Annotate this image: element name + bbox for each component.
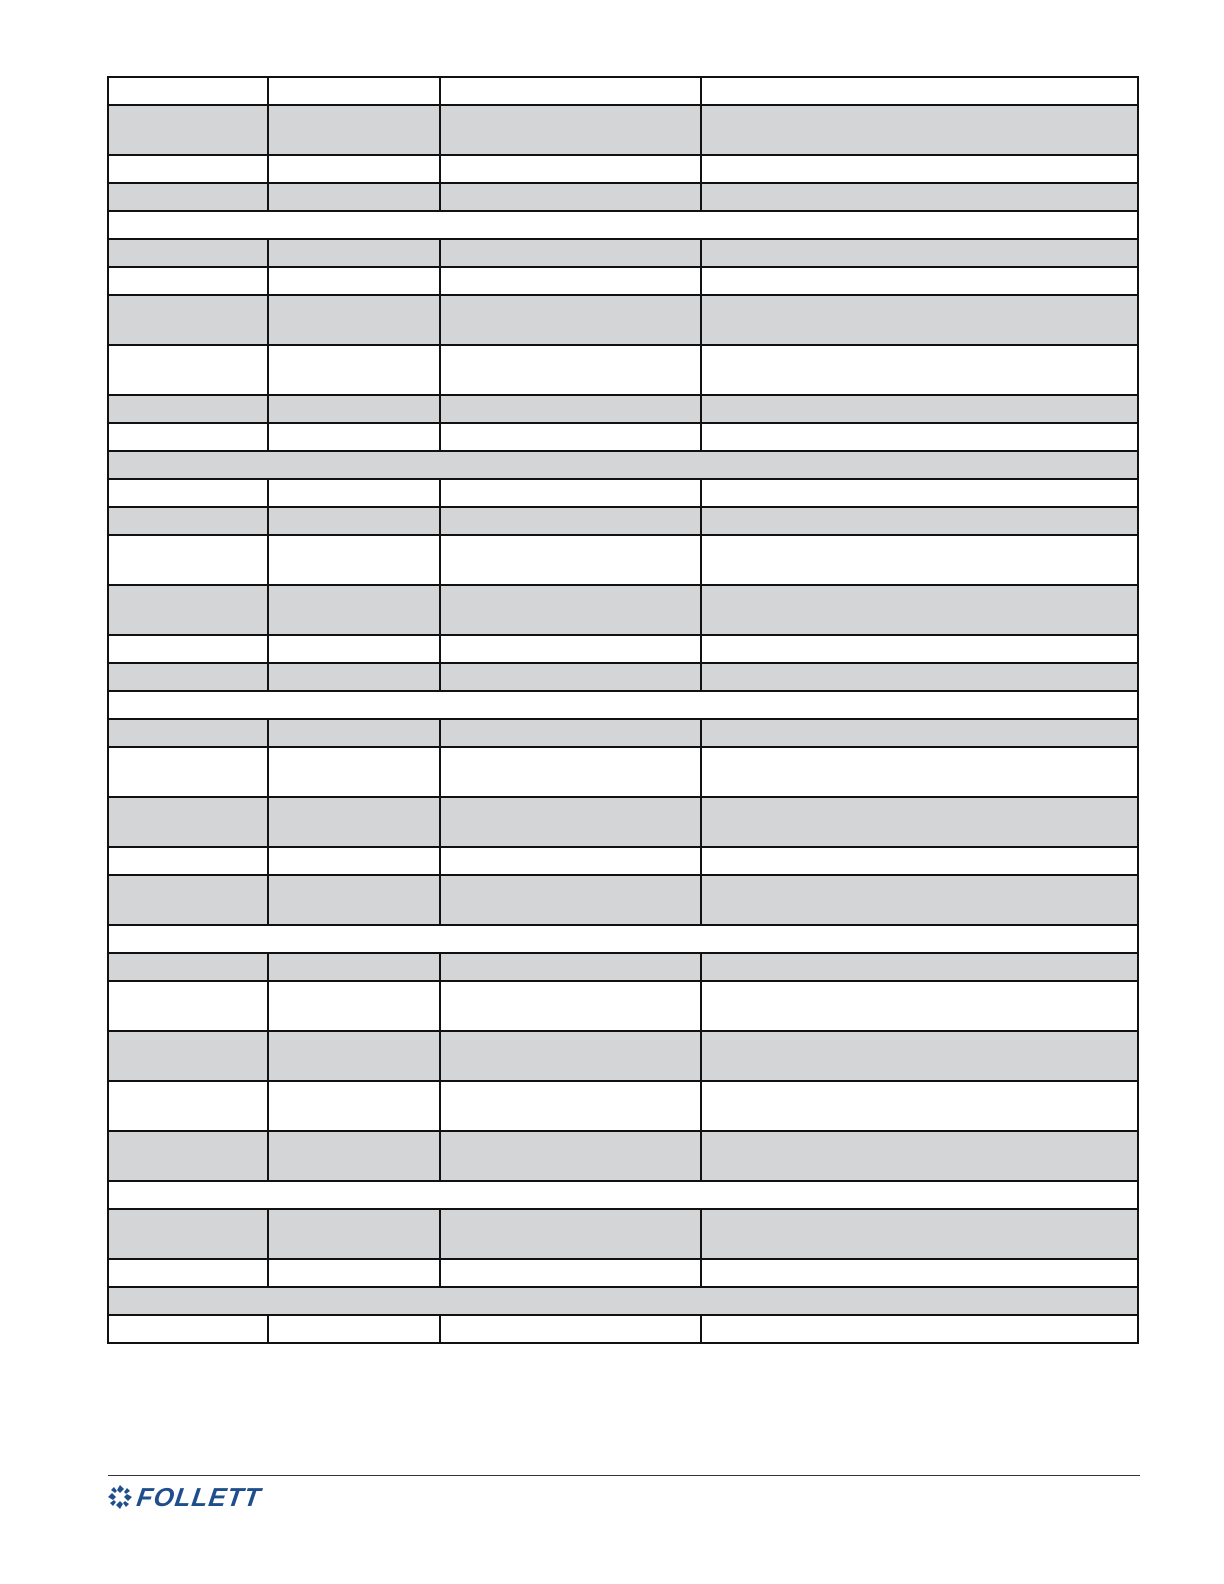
table-row <box>108 663 1138 691</box>
section-row <box>108 1181 1138 1209</box>
section-cell <box>108 691 1138 719</box>
table-cell <box>440 747 701 797</box>
table-cell <box>108 875 268 925</box>
section-row <box>108 925 1138 953</box>
table-cell <box>268 1209 440 1259</box>
table-cell <box>701 797 1138 847</box>
table-cell <box>108 267 268 295</box>
table-cell <box>440 875 701 925</box>
section-cell <box>108 211 1138 239</box>
table-cell <box>268 479 440 507</box>
table-cell <box>701 1259 1138 1287</box>
table-cell <box>108 183 268 211</box>
table-row <box>108 1131 1138 1181</box>
table-row <box>108 1081 1138 1131</box>
table-cell <box>440 1081 701 1131</box>
table-row <box>108 423 1138 451</box>
table-cell <box>108 239 268 267</box>
table-cell <box>440 423 701 451</box>
table-cell <box>268 239 440 267</box>
table-row <box>108 981 1138 1031</box>
table-cell <box>701 1031 1138 1081</box>
section-cell <box>108 451 1138 479</box>
table-cell <box>701 953 1138 981</box>
table-cell <box>440 1031 701 1081</box>
table-cell <box>440 1315 701 1343</box>
table-cell <box>108 507 268 535</box>
table-cell <box>108 981 268 1031</box>
table-cell <box>108 345 268 395</box>
table-row <box>108 585 1138 635</box>
table-cell <box>440 183 701 211</box>
table-cell <box>108 395 268 423</box>
table-cell <box>268 1259 440 1287</box>
footer-divider <box>108 1475 1140 1476</box>
table-cell <box>701 395 1138 423</box>
table-cell <box>108 479 268 507</box>
table-cell <box>701 507 1138 535</box>
table-cell <box>268 507 440 535</box>
follett-mark-icon <box>107 1484 133 1510</box>
table-cell <box>440 507 701 535</box>
table-row <box>108 395 1138 423</box>
table-cell <box>701 1131 1138 1181</box>
table-cell <box>268 635 440 663</box>
table-cell <box>108 423 268 451</box>
table-cell <box>268 267 440 295</box>
table-cell <box>108 77 268 105</box>
section-row <box>108 451 1138 479</box>
table-row <box>108 1315 1138 1343</box>
table-row <box>108 295 1138 345</box>
section-row <box>108 691 1138 719</box>
table-cell <box>268 847 440 875</box>
table-cell <box>108 797 268 847</box>
section-cell <box>108 925 1138 953</box>
table-cell <box>440 105 701 155</box>
table-cell <box>701 719 1138 747</box>
table-cell <box>440 239 701 267</box>
table-cell <box>268 875 440 925</box>
table-cell <box>440 1131 701 1181</box>
table-cell <box>701 423 1138 451</box>
table-cell <box>108 1131 268 1181</box>
table-cell <box>108 719 268 747</box>
table-cell <box>440 953 701 981</box>
table-cell <box>268 747 440 797</box>
table-cell <box>701 663 1138 691</box>
table-cell <box>701 183 1138 211</box>
table-cell <box>440 267 701 295</box>
table-cell <box>268 295 440 345</box>
table-row <box>108 239 1138 267</box>
table-cell <box>108 847 268 875</box>
table-cell <box>701 535 1138 585</box>
table-cell <box>268 585 440 635</box>
table-cell <box>108 1259 268 1287</box>
table-cell <box>108 585 268 635</box>
table-cell <box>108 155 268 183</box>
table-cell <box>108 747 268 797</box>
table-cell <box>440 395 701 423</box>
table-row <box>108 953 1138 981</box>
table-cell <box>108 105 268 155</box>
table-cell <box>440 77 701 105</box>
table-cell <box>701 267 1138 295</box>
section-row <box>108 211 1138 239</box>
parts-table <box>107 76 1139 1344</box>
table-row <box>108 267 1138 295</box>
table-cell <box>268 797 440 847</box>
table-cell <box>701 105 1138 155</box>
table-cell <box>108 1315 268 1343</box>
table-row <box>108 747 1138 797</box>
table-cell <box>440 345 701 395</box>
table-cell <box>268 663 440 691</box>
table-cell <box>268 719 440 747</box>
table-cell <box>108 295 268 345</box>
table-row <box>108 1259 1138 1287</box>
table-cell <box>701 635 1138 663</box>
table-cell <box>440 1259 701 1287</box>
section-row <box>108 1287 1138 1315</box>
table-cell <box>701 981 1138 1031</box>
table-cell <box>268 345 440 395</box>
table-cell <box>108 1031 268 1081</box>
brand-wordmark: FOLLETT <box>134 1482 264 1512</box>
table-cell <box>701 1081 1138 1131</box>
table-row <box>108 797 1138 847</box>
table-cell <box>701 875 1138 925</box>
table-cell <box>440 535 701 585</box>
table-cell <box>268 105 440 155</box>
table-cell <box>108 1081 268 1131</box>
table-cell <box>440 479 701 507</box>
table-row <box>108 875 1138 925</box>
table-cell <box>108 953 268 981</box>
table-cell <box>701 585 1138 635</box>
table-cell <box>268 1031 440 1081</box>
table-cell <box>268 1131 440 1181</box>
table-cell <box>701 295 1138 345</box>
table-cell <box>701 239 1138 267</box>
table-cell <box>701 747 1138 797</box>
table-row <box>108 719 1138 747</box>
table-row <box>108 105 1138 155</box>
table-cell <box>440 981 701 1031</box>
table-row <box>108 847 1138 875</box>
table-cell <box>701 345 1138 395</box>
table-cell <box>701 479 1138 507</box>
table-cell <box>108 635 268 663</box>
table-row <box>108 479 1138 507</box>
table-cell <box>701 847 1138 875</box>
table-cell <box>268 535 440 585</box>
table-cell <box>440 719 701 747</box>
table-cell <box>440 663 701 691</box>
table-cell <box>440 1209 701 1259</box>
table-cell <box>440 585 701 635</box>
section-cell <box>108 1181 1138 1209</box>
table-row <box>108 1209 1138 1259</box>
table-cell <box>268 183 440 211</box>
table-cell <box>440 635 701 663</box>
table-cell <box>268 155 440 183</box>
table-cell <box>440 295 701 345</box>
table-cell <box>440 155 701 183</box>
table-cell <box>701 1315 1138 1343</box>
brand-logo <box>107 1482 264 1512</box>
table-cell <box>268 953 440 981</box>
table-row <box>108 507 1138 535</box>
table-cell <box>108 663 268 691</box>
table-row <box>108 1031 1138 1081</box>
table-cell <box>108 535 268 585</box>
table-row <box>108 635 1138 663</box>
table-cell <box>268 77 440 105</box>
table-row <box>108 535 1138 585</box>
table-cell <box>268 423 440 451</box>
table-row <box>108 183 1138 211</box>
table-cell <box>701 77 1138 105</box>
table-cell <box>440 797 701 847</box>
table-cell <box>701 155 1138 183</box>
table-cell <box>108 1209 268 1259</box>
table-cell <box>268 1315 440 1343</box>
table-cell <box>440 847 701 875</box>
table-row <box>108 345 1138 395</box>
table-cell <box>268 981 440 1031</box>
table-cell <box>701 1209 1138 1259</box>
table-row <box>108 77 1138 105</box>
section-cell <box>108 1287 1138 1315</box>
table-row <box>108 155 1138 183</box>
table-cell <box>268 1081 440 1131</box>
table-cell <box>268 395 440 423</box>
